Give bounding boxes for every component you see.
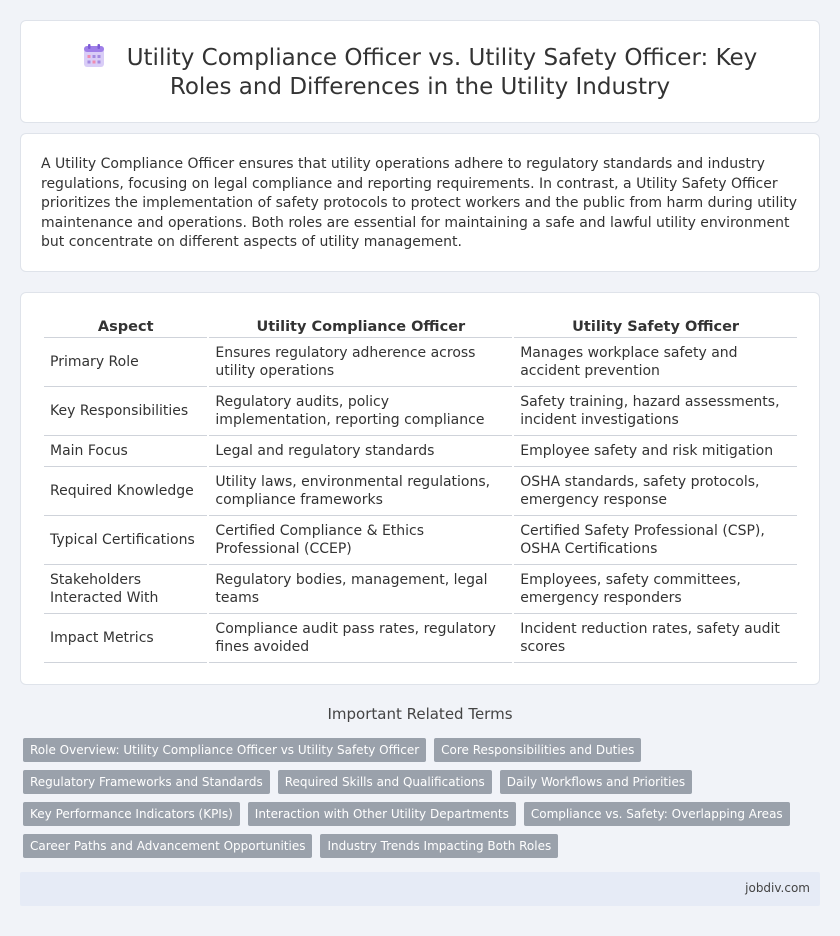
row-aspect: Stakeholders Interacted With (44, 565, 207, 614)
table-row (44, 614, 797, 663)
title-card (20, 20, 820, 123)
related-term-tag[interactable]: Required Skills and Qualifications (278, 770, 492, 794)
row-compliance: Ensures regulatory adherence across utility operations (209, 338, 512, 387)
intro-paragraph: A Utility Compliance Officer ensures that utility operations adhere to regulatory standards and industry regulations, focusing on legal compliance and reporting requirements. In contrast, a Utility Safety Officer prioritizes the implementation of safety protocols to protect workers and the public from harm during utility maintenance and operations. Both roles are essential for maintaining a safe and lawful utility environment but concentrate on different aspects of utility management. (41, 156, 797, 251)
intro-card (20, 133, 820, 272)
row-aspect: Primary Role (44, 338, 207, 387)
table-row (44, 467, 797, 516)
related-term-tag[interactable]: Core Responsibilities and Duties (434, 738, 641, 762)
related-terms-tags (23, 738, 823, 858)
header-safety-officer: Utility Safety Officer (514, 316, 797, 338)
table-row (44, 436, 797, 467)
related-term-tag[interactable]: Role Overview: Utility Compliance Officer vs Utility Safety Officer (23, 738, 426, 762)
document-icon (83, 44, 105, 68)
header-aspect: Aspect (44, 316, 207, 338)
related-term-tag[interactable]: Compliance vs. Safety: Overlapping Areas (524, 802, 790, 826)
related-term-tag[interactable]: Daily Workflows and Priorities (500, 770, 692, 794)
related-term-tag[interactable]: Interaction with Other Utility Departments (248, 802, 516, 826)
related-term-tag[interactable]: Regulatory Frameworks and Standards (23, 770, 270, 794)
row-safety: Employees, safety committees, emergency responders (514, 565, 797, 614)
row-compliance: Certified Compliance & Ethics Professional (CCEP) (209, 516, 512, 565)
comparison-table (42, 316, 799, 663)
row-compliance: Regulatory bodies, management, legal teams (209, 565, 512, 614)
table-header-row (44, 316, 797, 338)
table-row (44, 338, 797, 387)
row-safety: Certified Safety Professional (CSP), OSHA Certifications (514, 516, 797, 565)
row-safety: Employee safety and risk mitigation (514, 436, 797, 467)
footer-source[interactable]: jobdiv.com (745, 881, 810, 895)
header-compliance-officer: Utility Compliance Officer (209, 316, 512, 338)
row-safety: OSHA standards, safety protocols, emergency response (514, 467, 797, 516)
title-wrap (51, 44, 789, 102)
footer (20, 872, 820, 906)
row-compliance: Utility laws, environmental regulations, compliance frameworks (209, 467, 512, 516)
row-aspect: Typical Certifications (44, 516, 207, 565)
row-compliance: Compliance audit pass rates, regulatory fines avoided (209, 614, 512, 663)
row-compliance: Legal and regulatory standards (209, 436, 512, 467)
related-term-tag[interactable]: Key Performance Indicators (KPIs) (23, 802, 240, 826)
row-safety: Manages workplace safety and accident prevention (514, 338, 797, 387)
row-compliance: Regulatory audits, policy implementation, reporting compliance (209, 387, 512, 436)
row-aspect: Impact Metrics (44, 614, 207, 663)
table-row (44, 516, 797, 565)
page-title-text: Utility Compliance Officer vs. Utility Safety Officer: Key Roles and Differences in the Utility Industry (126, 45, 758, 100)
row-safety: Incident reduction rates, safety audit scores (514, 614, 797, 663)
related-term-tag[interactable]: Industry Trends Impacting Both Roles (320, 834, 558, 858)
page-title (51, 44, 789, 102)
table-row (44, 565, 797, 614)
row-safety: Safety training, hazard assessments, incident investigations (514, 387, 797, 436)
related-terms-heading: Important Related Terms (327, 705, 513, 723)
related-term-tag[interactable]: Career Paths and Advancement Opportunities (23, 834, 312, 858)
row-aspect: Required Knowledge (44, 467, 207, 516)
row-aspect: Key Responsibilities (44, 387, 207, 436)
comparison-table-card (20, 292, 820, 685)
row-aspect: Main Focus (44, 436, 207, 467)
table-row (44, 387, 797, 436)
